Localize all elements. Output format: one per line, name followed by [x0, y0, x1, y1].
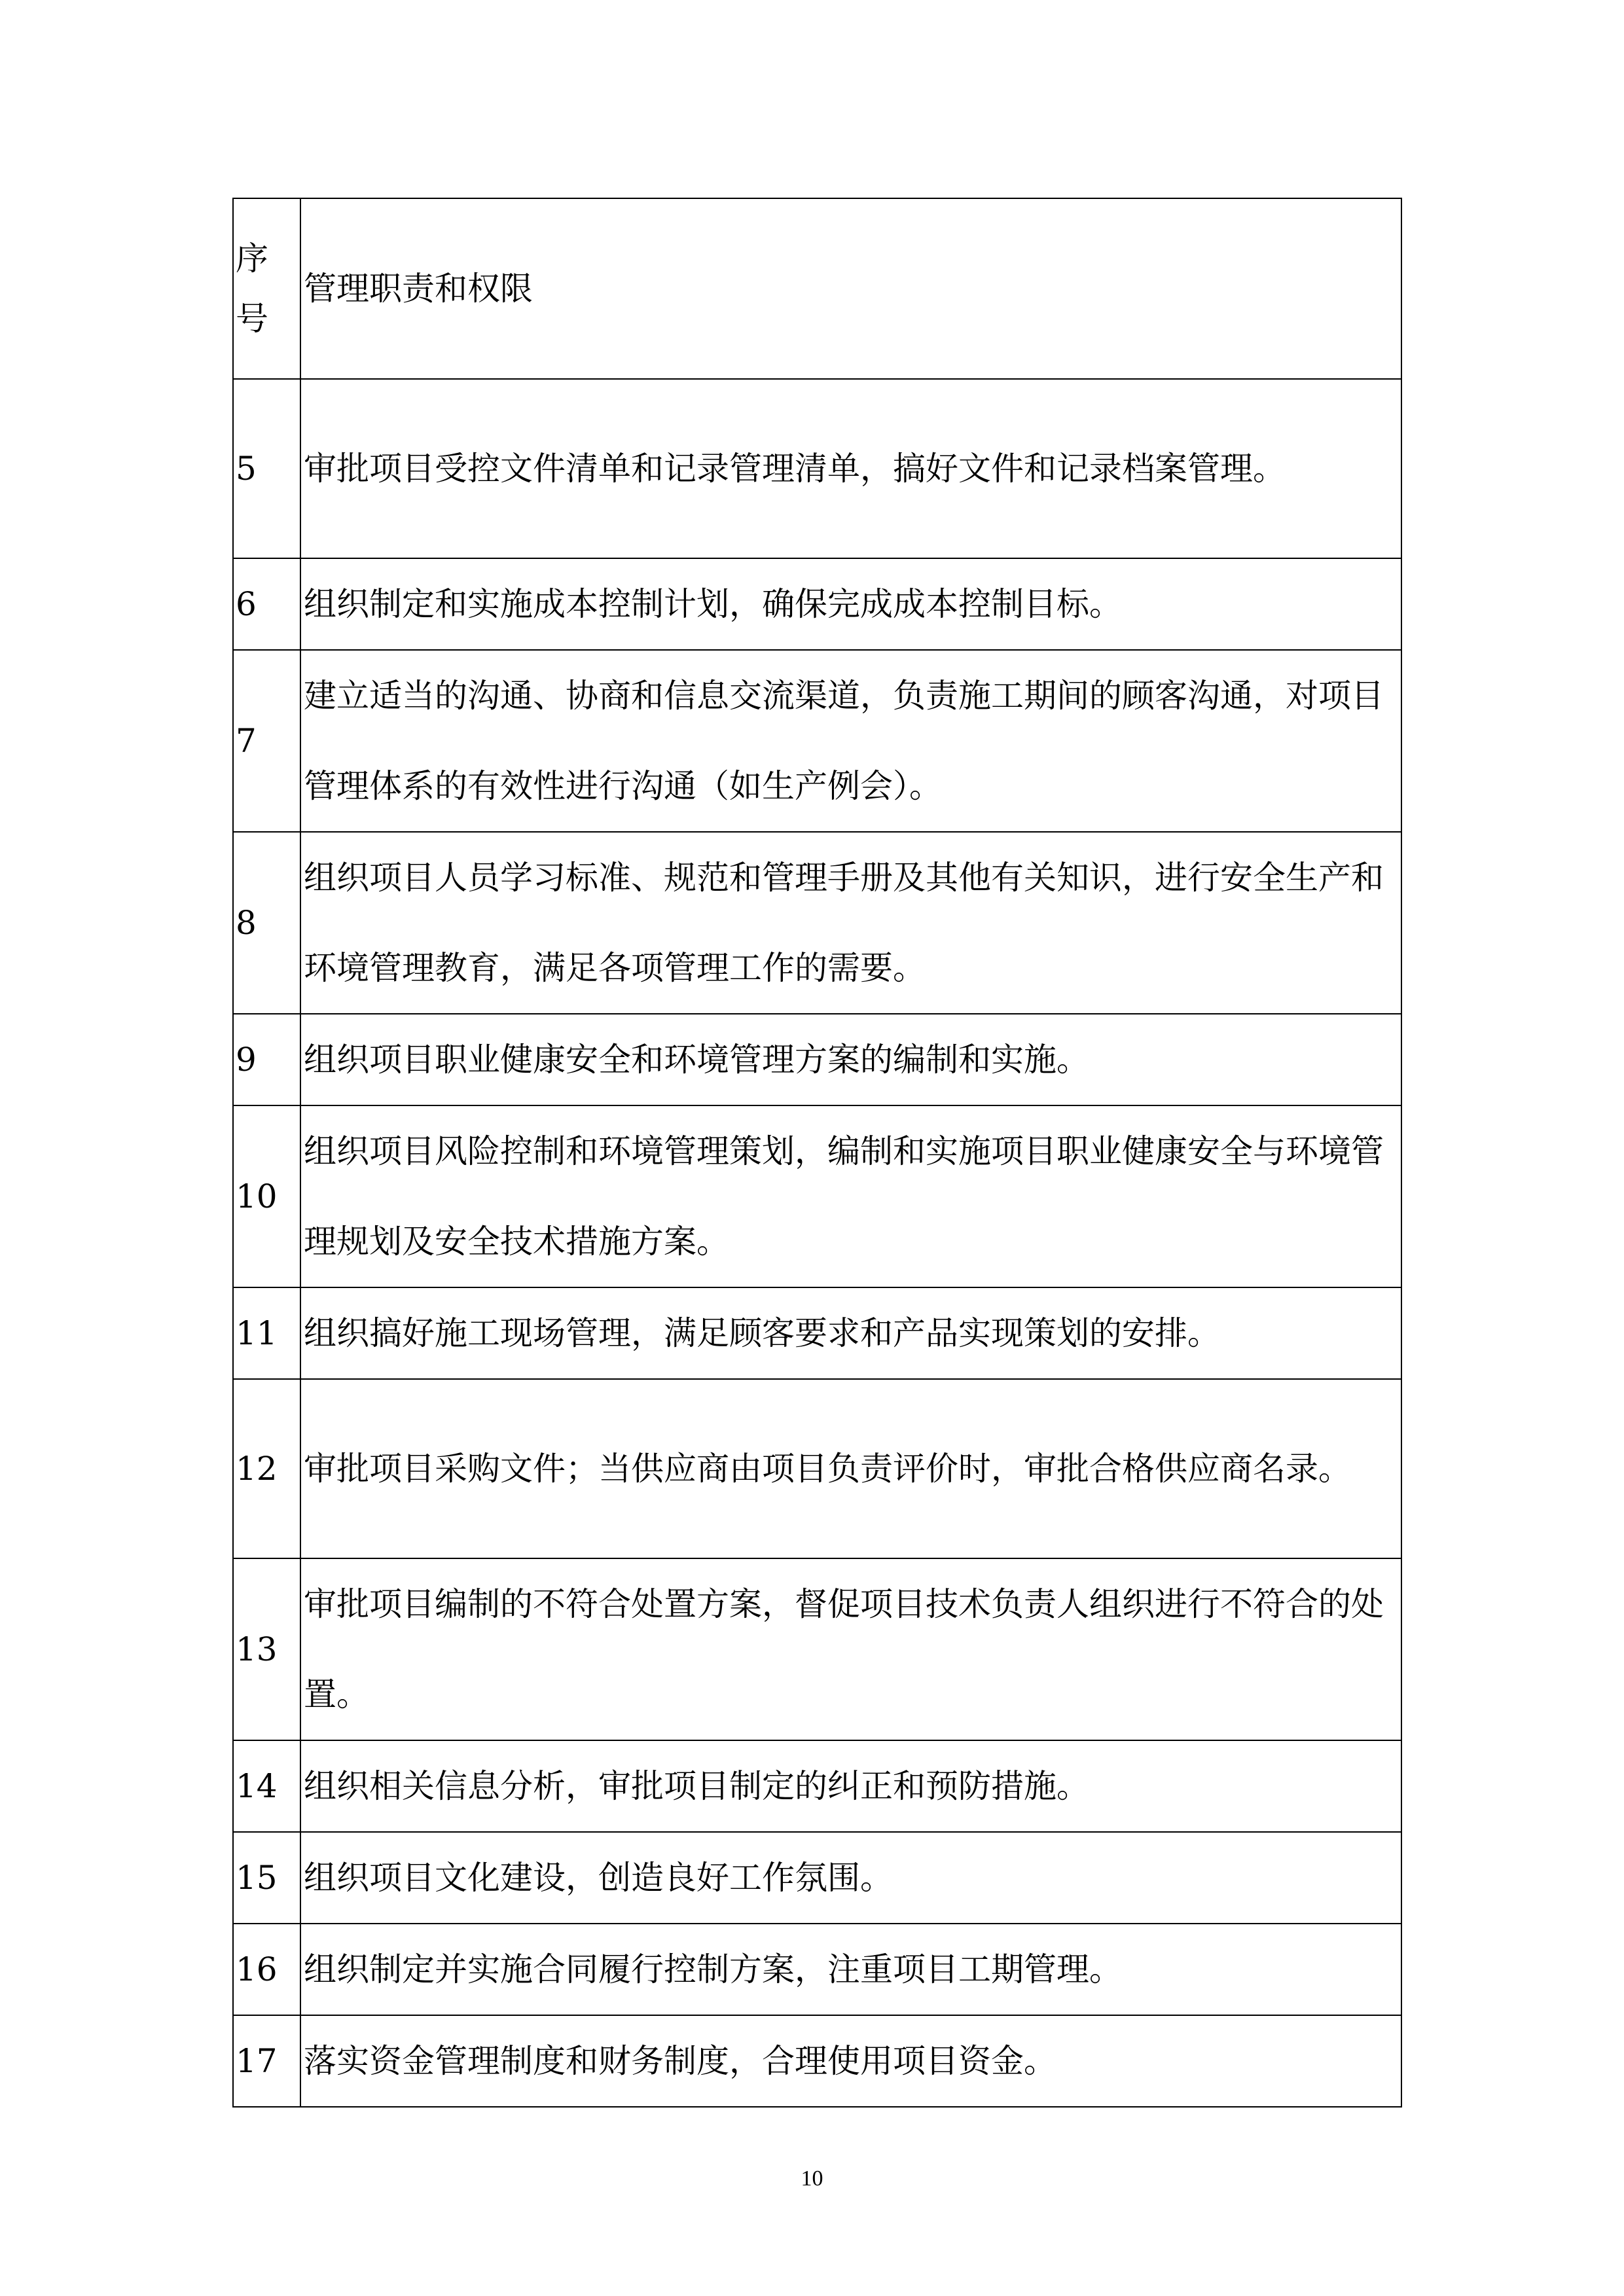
row-description-cell: 落实资金管理制度和财务制度，合理使用项目资金。: [300, 2015, 1401, 2107]
header-no-cell: 序号: [233, 198, 300, 379]
row-number-cell: 6: [233, 558, 300, 650]
row-number-cell: 5: [233, 379, 300, 558]
row-number-cell: 14: [233, 1740, 300, 1832]
table-row: [233, 558, 1401, 650]
row-description-cell: 组织搞好施工现场管理，满足顾客要求和产品实现策划的安排。: [300, 1287, 1401, 1379]
row-description-cell: 组织制定和实施成本控制计划，确保完成成本控制目标。: [300, 558, 1401, 650]
table-row: [233, 650, 1401, 832]
table-row: [233, 1014, 1401, 1105]
row-description-cell: 审批项目编制的不符合处置方案，督促项目技术负责人组织进行不符合的处置。: [300, 1558, 1401, 1740]
table-row: [233, 1287, 1401, 1379]
row-description-cell: 审批项目采购文件；当供应商由项目负责评价时，审批合格供应商名录。: [300, 1379, 1401, 1558]
row-number-cell: 11: [233, 1287, 300, 1379]
row-number-cell: 15: [233, 1832, 300, 1924]
row-number-cell: 13: [233, 1558, 300, 1740]
table-row: [233, 1558, 1401, 1740]
row-description-cell: 组织相关信息分析，审批项目制定的纠正和预防措施。: [300, 1740, 1401, 1832]
row-description-cell: 审批项目受控文件清单和记录管理清单，搞好文件和记录档案管理。: [300, 379, 1401, 558]
table-row: [233, 1379, 1401, 1558]
row-description-cell: 组织制定并实施合同履行控制方案，注重项目工期管理。: [300, 1924, 1401, 2015]
table-row: [233, 832, 1401, 1014]
table-row: [233, 1105, 1401, 1287]
row-description-cell: 组织项目人员学习标准、规范和管理手册及其他有关知识，进行安全生产和环境管理教育，满足各项管理工作的需要。: [300, 832, 1401, 1014]
row-number-cell: 16: [233, 1924, 300, 2015]
header-desc-cell: 管理职责和权限: [300, 198, 1401, 379]
table-header-row: [233, 198, 1401, 379]
row-number-cell: 10: [233, 1105, 300, 1287]
table-body: [233, 198, 1401, 2107]
row-description-cell: 组织项目文化建设，创造良好工作氛围。: [300, 1832, 1401, 1924]
page-number: 10: [801, 2166, 823, 2191]
row-description-cell: 组织项目职业健康安全和环境管理方案的编制和实施。: [300, 1014, 1401, 1105]
row-number-cell: 9: [233, 1014, 300, 1105]
row-number-cell: 17: [233, 2015, 300, 2107]
table-row: [233, 1740, 1401, 1832]
row-number-cell: 7: [233, 650, 300, 832]
row-description-cell: 建立适当的沟通、协商和信息交流渠道，负责施工期间的顾客沟通，对项目管理体系的有效性进行沟通（如生产例会）。: [300, 650, 1401, 832]
table-row: [233, 2015, 1401, 2107]
table-row: [233, 1924, 1401, 2015]
row-number-cell: 8: [233, 832, 300, 1014]
row-description-cell: 组织项目风险控制和环境管理策划，编制和实施项目职业健康安全与环境管理规划及安全技术措施方案。: [300, 1105, 1401, 1287]
table-row: [233, 1832, 1401, 1924]
row-number-cell: 12: [233, 1379, 300, 1558]
responsibility-table: [232, 198, 1402, 2108]
table-row: [233, 379, 1401, 558]
